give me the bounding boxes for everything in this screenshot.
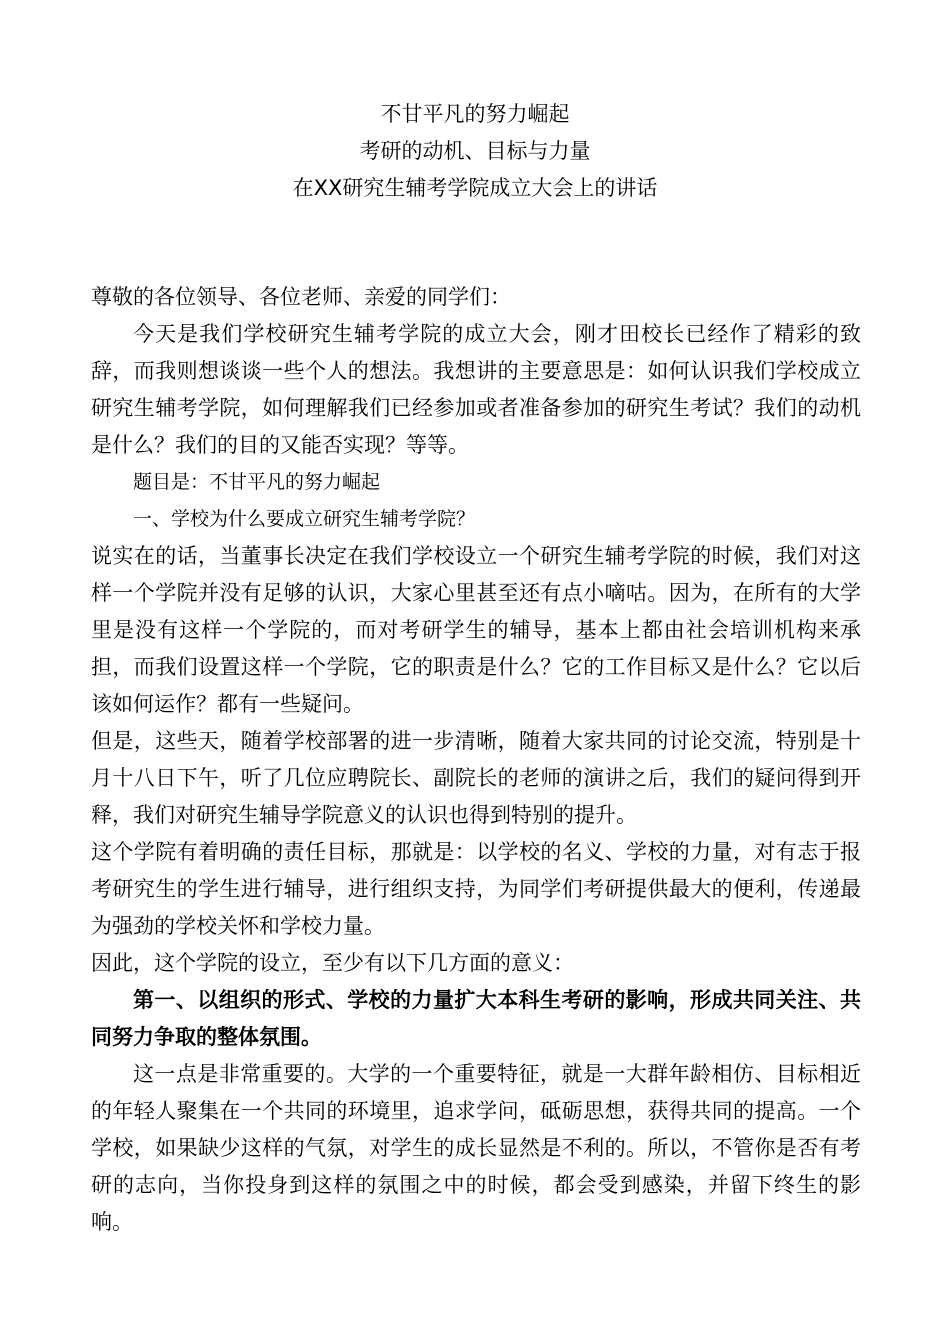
paragraph-however: 但是，这些天，随着学校部署的进一步清晰，随着大家共同的讨论交流，特别是十月十八日下午，听了几位应聘院长、副院长的老师的演讲之后，我们的疑问得到开释，我们对研究生辅导学院意义的认识也得到特别的提升。 bbox=[91, 729, 861, 827]
subtitle: 考研的动机、目标与力量 bbox=[359, 139, 591, 163]
title-block bbox=[0, 96, 950, 207]
section-heading-1: 一、学校为什么要成立研究生辅考学院？ bbox=[133, 508, 476, 530]
paragraph-background: 说实在的话，当董事长决定在我们学校设立一个研究生辅考学院的时候，我们对这样一个学院并没有足够的认识，大家心里甚至还有点小嘀咕。因为，在所有的大学里是没有这样一个学院的，而对考研学生的辅导，基本上都由社会培训机构来承担，而我们设置这样一个学院，它的职责是什么？它的工作目标又是什么？它以后该如何运作？都有一些疑问。 bbox=[91, 544, 861, 716]
document-body bbox=[91, 279, 861, 1241]
paragraph-significance: 因此，这个学院的设立，至少有以下几方面的意义： bbox=[91, 951, 574, 975]
salutation: 尊敬的各位领导、各位老师、亲爱的同学们： bbox=[91, 285, 511, 309]
point-heading-1: 第一、以组织的形式、学校的力量扩大本科生考研的影响，形成共同关注、共同努力争取的整体氛围。 bbox=[91, 988, 861, 1049]
occasion-line: 在XX研究生辅考学院成立大会上的讲话 bbox=[292, 176, 658, 200]
main-title: 不甘平凡的努力崛起 bbox=[380, 102, 570, 126]
paragraph-goal: 这个学院有着明确的责任目标，那就是：以学校的名义、学校的力量，对有志于报考研究生的学生进行辅导，进行组织支持，为同学们考研提供最大的便利，传递最为强劲的学校关怀和学校力量。 bbox=[91, 840, 861, 938]
topic-line: 题目是：不甘平凡的努力崛起 bbox=[133, 471, 381, 493]
paragraph-point-1: 这一点是非常重要的。大学的一个重要特征，就是一大群年龄相仿、目标相近的年轻人聚集在一个共同的环境里，追求学问，砥砺思想，获得共同的提高。一个学校，如果缺少这样的气氛，对学生的成长显然是不利的。所以，不管你是否有考研的志向，当你投身到这样的氛围之中的时候，都会受到感染，并留下终生的影响。 bbox=[91, 1062, 861, 1234]
paragraph-intro: 今天是我们学校研究生辅考学院的成立大会，刚才田校长已经作了精彩的致辞，而我则想谈谈一些个人的想法。我想讲的主要意思是：如何认识我们学校成立研究生辅考学院，如何理解我们已经参加或者准备参加的研究生考试？我们的动机是什么？我们的目的又能否实现？等等。 bbox=[91, 322, 861, 457]
